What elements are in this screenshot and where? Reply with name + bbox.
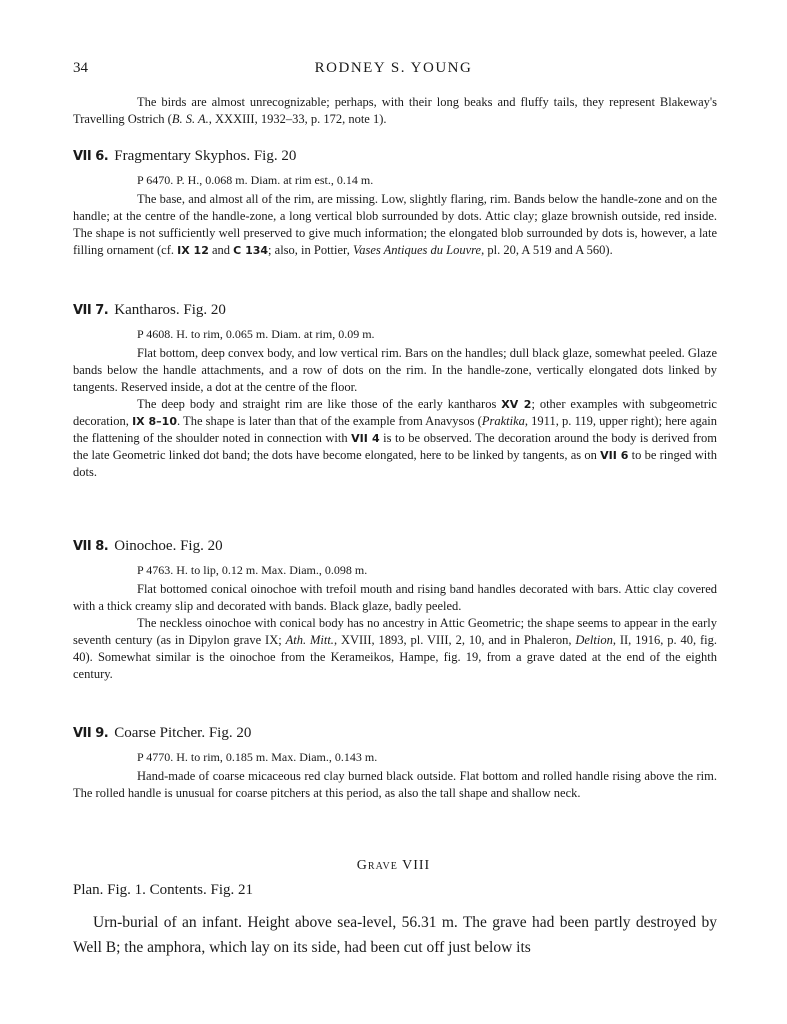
entry-vii-9: [73, 725, 717, 802]
entry-title: Oinochoe. Fig. 20: [114, 538, 223, 554]
entry-description: Hand-made of coarse micaceous red clay burned black outside. Flat bottom and rolled handle rising above the rim. The rolled handle is unusual for coarse pitchers at this period, as also the tall shape and shallow neck.: [73, 769, 717, 800]
entry-vii-7: [73, 302, 717, 481]
entry-title: Fragmentary Skyphos. Fig. 20: [114, 148, 297, 164]
entry-vii-6: [73, 148, 717, 259]
entry-meta: P 4770. H. to rim, 0.185 m. Max. Diam., 0.143 m.: [137, 750, 378, 764]
entry-vii-8: [73, 538, 717, 683]
entry-title: Kantharos. Fig. 20: [114, 302, 226, 318]
entry-commentary: The deep body and straight rim are like those of the early kantharos XV 2; other examples with subgeometric decoration, IX 8–10. The shape is later than that of the example from Anavysos (Praktika, 1911, p. 119, upper right); here again the flattening of the shoulder noted in connection with VII 4 is to be observed. The decoration around the body is derived from the late Geometric linked dot band; the dots have become elongated, here to be linked by tangents, as on VII 6 to be ringed with dots.: [73, 397, 718, 479]
entry-title: Coarse Pitcher. Fig. 20: [114, 725, 252, 741]
running-head: RODNEY S. YOUNG: [314, 60, 473, 76]
page-number: 34: [73, 60, 88, 76]
entry-number: VII 9.: [73, 726, 109, 741]
entry-description: Flat bottomed conical oinochoe with trefoil mouth and rising band handles decorated with bars. Attic clay covered with a thick creamy slip and decorated with bands. Black glaze, badly peeled.: [73, 582, 717, 613]
entry-commentary: The neckless oinochoe with conical body has no ancestry in Attic Geometric; the shape seems to appear in the early seventh century (as in Dipylon grave IX; Ath. Mitt., XVIII, 1893, pl. VIII, 2, 10, and in Phaleron, Deltion, II, 1916, p. 40, fig. 40). Somewhat similar is the oinochoe from the Kerameikos, Hampe, fig. 19, from a grave dated at the end of the eighth century.: [73, 616, 718, 681]
entry-description: Flat bottom, deep convex body, and low vertical rim. Bars on the handles; dull black glaze, somewhat peeled. Glaze bands below the handle attachments, and a row of dots on the rim. In the handle-zone, vertically elongated dots linked by tangents. Reserved inside, a dot at the centre of the floor.: [73, 346, 717, 394]
entry-meta: P 6470. P. H., 0.068 m. Diam. at rim est., 0.14 m.: [137, 173, 374, 187]
entry-meta: P 4763. H. to lip, 0.12 m. Max. Diam., 0.098 m.: [137, 563, 368, 577]
entry-number: VII 6.: [73, 149, 109, 164]
grave-paragraph: Urn-burial of an infant. Height above sea-level, 56.31 m. The grave had been partly destroyed by Well B; the amphora, which lay on its side, had been cut off just below its: [73, 914, 717, 956]
entry-number: VII 7.: [73, 303, 109, 318]
section-title: Grave VIII: [356, 858, 431, 873]
intro-paragraph: The birds are almost unrecognizable; perhaps, with their long beaks and fluffy tails, they represent Blakeway's Travelling Ostrich (B. S. A., XXXIII, 1932–33, p. 172, note 1).: [73, 95, 717, 126]
entry-number: VII 8.: [73, 539, 109, 554]
entry-meta: P 4608. H. to rim, 0.065 m. Diam. at rim, 0.09 m.: [137, 327, 375, 341]
plan-caption: Plan. Fig. 1. Contents. Fig. 21: [73, 882, 254, 898]
entry-description: The base, and almost all of the rim, are missing. Low, slightly flaring, rim. Bands below the handle-zone and on the handle; at the centre of the handle-zone, a long vertical blob surrounded by dots. Attic clay; glaze brownish outside, red inside. The shape is not sufficiently well preserved to give much information; the elongated blob surrounded by dots is, however, a late filling ornament (cf. IX 12 and C 134; also, in Pottier, Vases Antiques du Louvre, pl. 20, A 519 and A 560).: [73, 192, 717, 257]
